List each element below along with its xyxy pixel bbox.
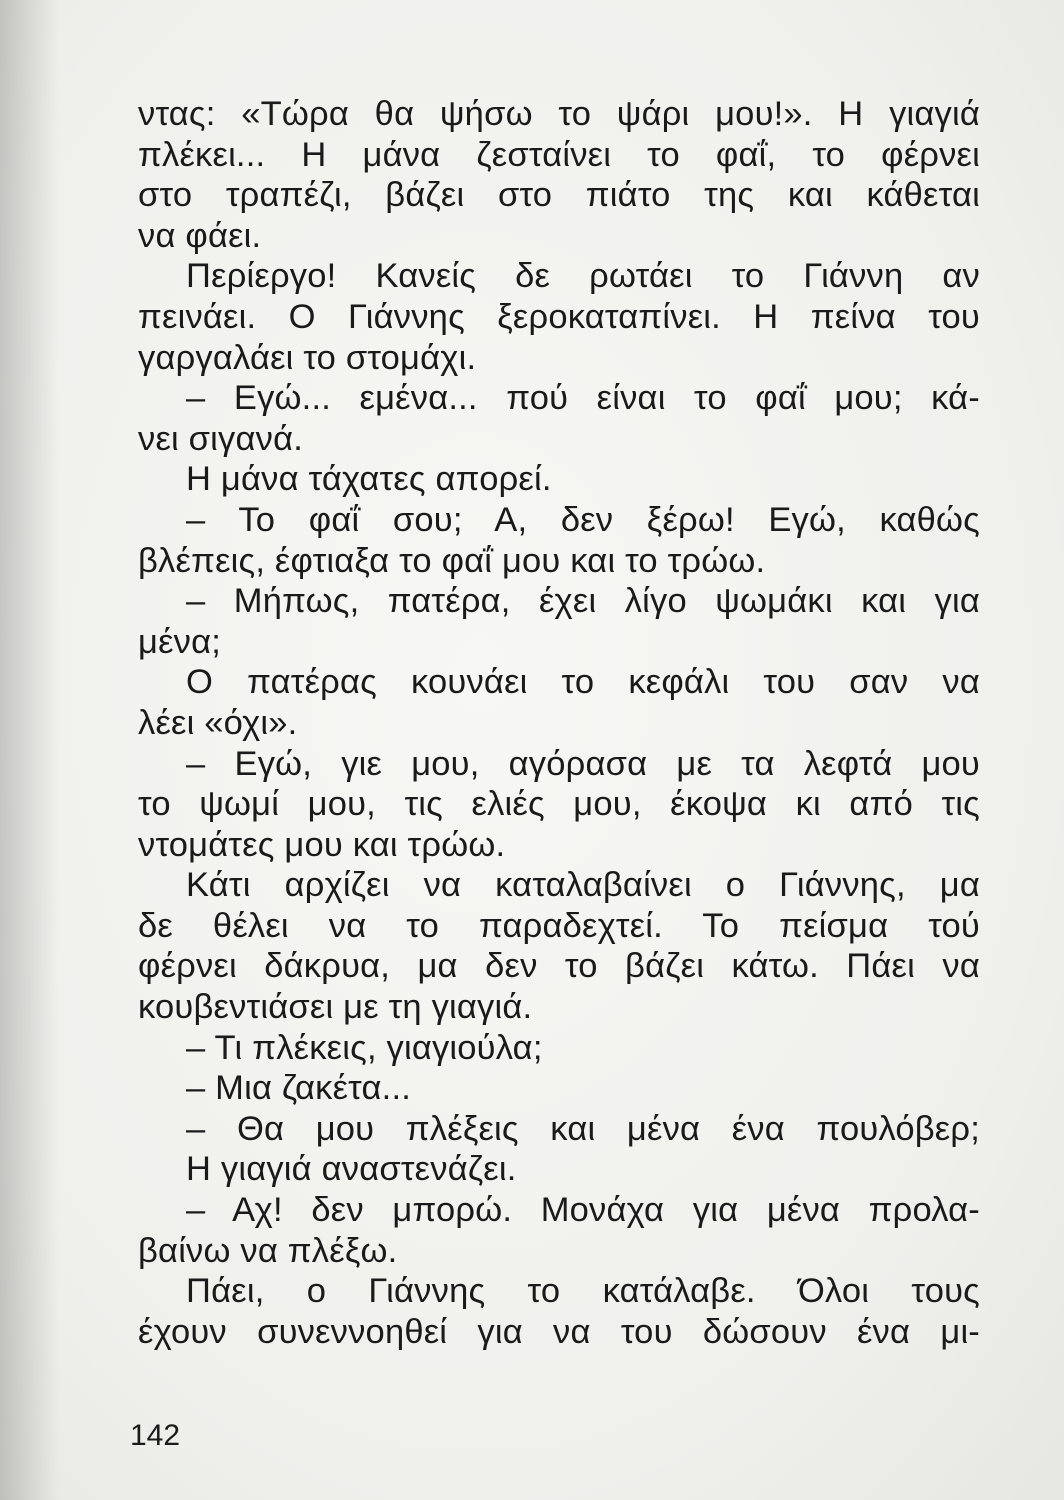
text-line: – Το φαΐ σου; Α, δεν ξέρω! Εγώ, καθώς — [186, 500, 980, 539]
text-line: Περίεργο! Κανείς δε ρωτάει το Γιάννη αν — [186, 257, 980, 296]
text-line: μένα; — [138, 622, 222, 661]
text-line: Η γιαγιά αναστενάζει. — [186, 1150, 517, 1189]
text-line: Ο πατέρας κουνάει το κεφάλι του σαν να — [186, 663, 980, 702]
text-line: Κάτι αρχίζει να καταλαβαίνει ο Γιάννης, μα — [186, 866, 980, 905]
text-line: φέρνει δάκρυα, μα δεν το βάζει κάτω. Πάει να — [138, 947, 980, 986]
gutter-shadow — [0, 0, 60, 1500]
text-line: βλέπεις, έφτιαξα το φαΐ μου και το τρώω. — [138, 541, 766, 580]
text-line: – Μήπως, πατέρα, έχει λίγο ψωμάκι και για — [186, 582, 980, 621]
text-line: το ψωμί μου, τις ελιές μου, έκοψα κι από τις — [138, 785, 980, 824]
text-line: λέει «όχι». — [138, 703, 298, 742]
text-line: Πάει, ο Γιάννης το κατάλαβε. Όλοι τους — [186, 1272, 980, 1311]
text-line: γαργαλάει το στομάχι. — [138, 338, 477, 377]
text-line: ντας: «Τώρα θα ψήσω το ψάρι μου!». Η γιαγιά — [138, 95, 980, 133]
text-line: κουβεντιάσει με τη γιαγιά. — [138, 988, 533, 1027]
text-line: δε θέλει να το παραδεχτεί. Το πείσμα τού — [138, 906, 980, 945]
text-line: πλέκει... Η μάνα ζεσταίνει το φαΐ, το φέρνει — [138, 135, 980, 174]
text-line: – Μια ζακέτα... — [186, 1069, 412, 1108]
text-line: – Τι πλέκεις, γιαγιούλα; — [186, 1028, 543, 1067]
text-line: Η μάνα τάχατες απορεί. — [186, 460, 552, 499]
page-number: 142 — [130, 1419, 181, 1452]
text-line: έχουν συνεννοηθεί για να του δώσουν ένα μι- — [138, 1312, 980, 1351]
text-line: – Εγώ... εμένα... πού είναι το φαΐ μου; κά- — [186, 379, 980, 418]
text-line: νει σιγανά. — [138, 419, 304, 458]
text-line: πεινάει. Ο Γιάννης ξεροκαταπίνει. Η πείνα του — [138, 297, 980, 336]
text-line: – Εγώ, γιε μου, αγόρασα με τα λεφτά μου — [186, 744, 980, 783]
text-line: στο τραπέζι, βάζει στο πιάτο της και κάθεται — [138, 176, 980, 215]
text-line: ντομάτες μου και τρώω. — [138, 825, 506, 864]
text-line: – Θα μου πλέξεις και μένα ένα πουλόβερ; — [186, 1109, 980, 1148]
text-line: βαίνω να πλέξω. — [138, 1231, 398, 1270]
text-line: να φάει. — [138, 216, 262, 255]
body-text — [138, 94, 980, 1352]
text-line: – Αχ! δεν μπορώ. Μονάχα για μένα προλα- — [186, 1191, 980, 1230]
